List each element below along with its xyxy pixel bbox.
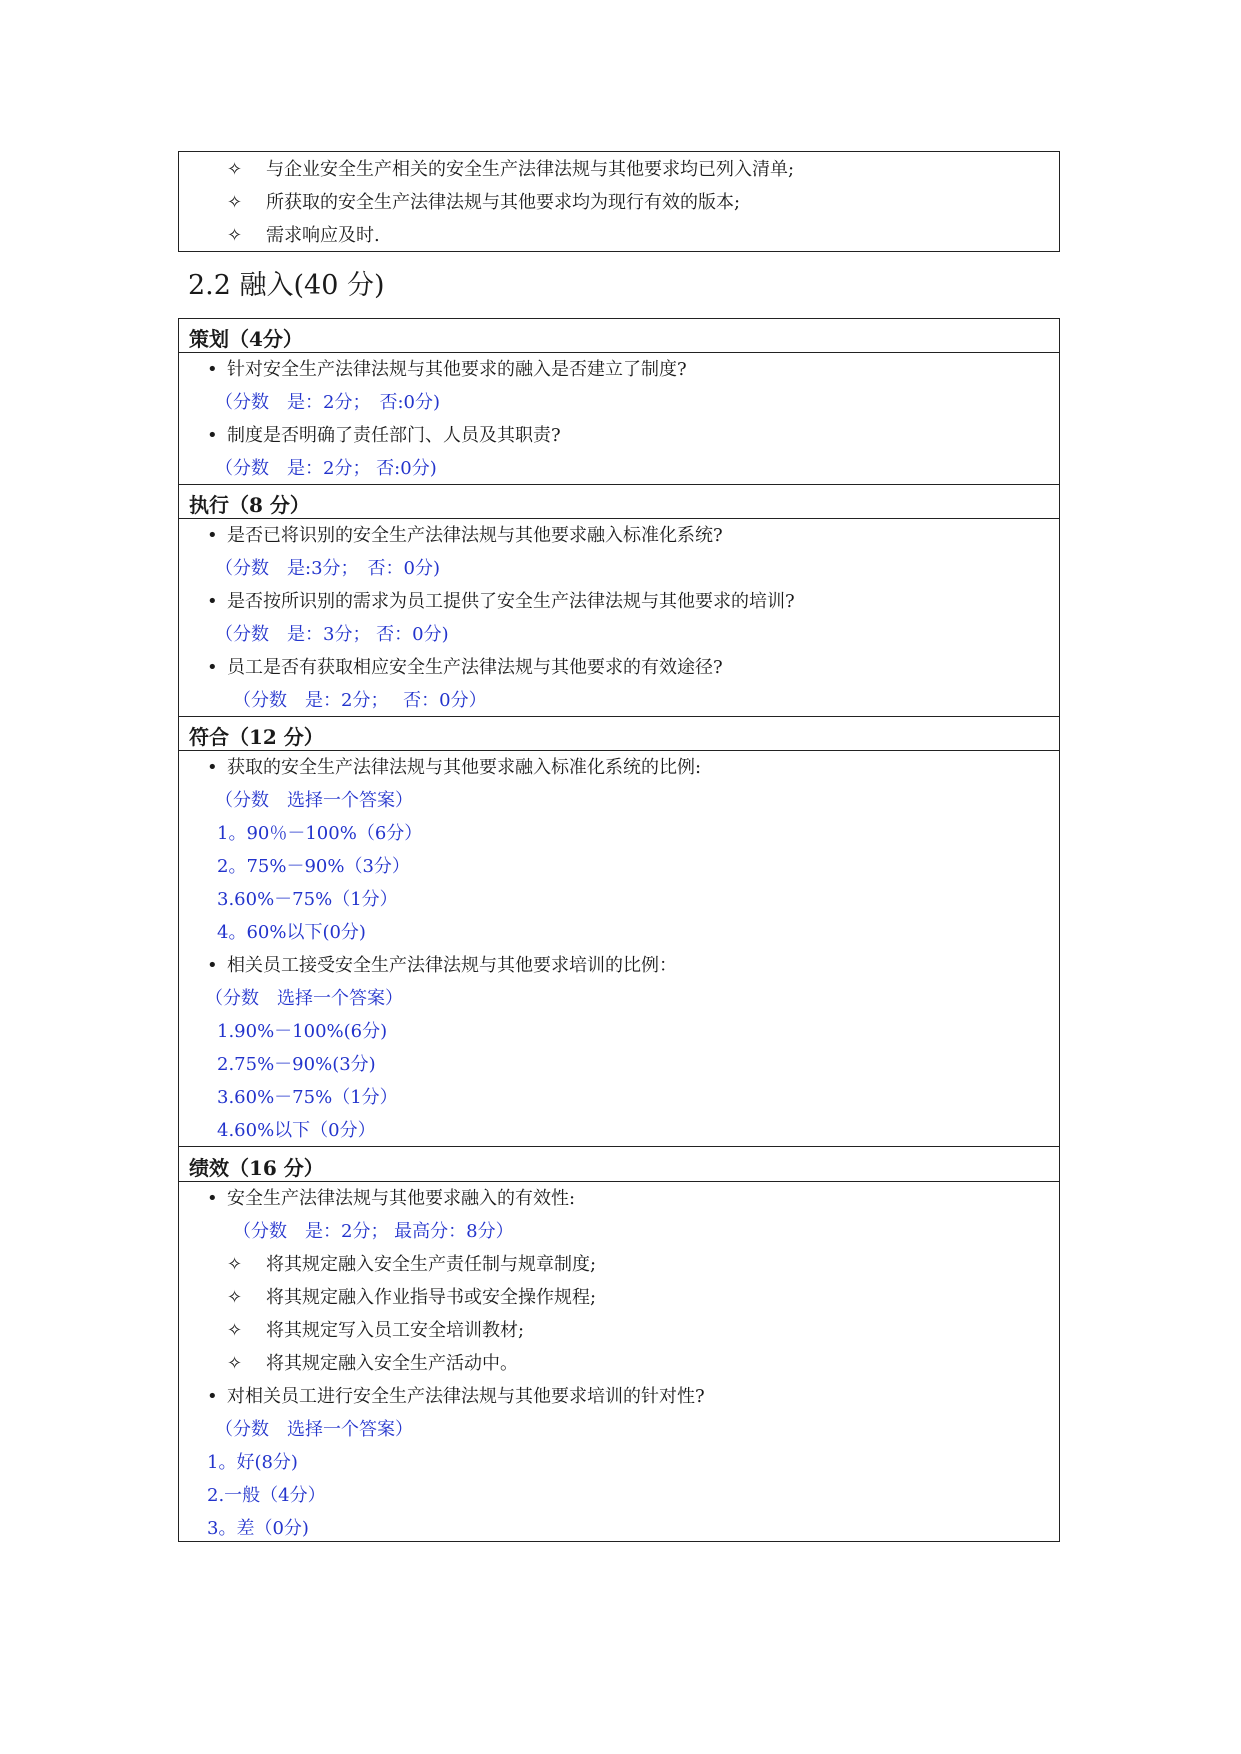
score-rule: （分数 选择一个答案）	[215, 790, 413, 811]
bullet-icon: •	[207, 757, 218, 778]
bullet-icon: •	[207, 591, 218, 612]
score-rule: （分数 是:3分； 否：0分)	[215, 558, 440, 579]
performance-header	[179, 1146, 1059, 1182]
checklist-item: 需求响应及时.	[266, 225, 380, 246]
bullet-icon: •	[207, 657, 218, 678]
bullet-icon: •	[207, 425, 218, 446]
score-rule: （分数 选择一个答案）	[215, 1419, 413, 1440]
score-rule: （分数 是：2分； 否:0分)	[215, 458, 437, 479]
answer-option: 1。90％－100%（6分）	[217, 823, 423, 844]
compliance-title: 符合（12 分）	[189, 725, 324, 749]
bullet-icon: •	[207, 1386, 218, 1407]
question: 安全生产法律法规与其他要求融入的有效性:	[227, 1188, 576, 1209]
score-rule: （分数 是：2分； 最高分：8分）	[233, 1221, 514, 1242]
diamond-bullet-icon: ✧	[227, 225, 243, 246]
bullet-icon: •	[207, 955, 218, 976]
question: 员工是否有获取相应安全生产法律法规与其他要求的有效途径?	[227, 657, 723, 678]
question: 获取的安全生产法律法规与其他要求融入标准化系统的比例:	[227, 757, 702, 778]
score-rule: （分数 选择一个答案）	[205, 988, 403, 1009]
answer-option: 2.75%－90%(3分)	[217, 1054, 376, 1075]
answer-option: 3.60%－75%（1分）	[217, 1087, 398, 1108]
diamond-bullet-icon: ✧	[227, 1353, 243, 1374]
answer-option: 2.一般（4分）	[207, 1485, 326, 1506]
criterion-item: 将其规定融入安全生产责任制与规章制度;	[266, 1254, 597, 1275]
section-heading: 2.2 融入(40 分)	[188, 270, 385, 301]
criterion-item: 将其规定融入安全生产活动中。	[266, 1353, 518, 1374]
execution-title: 执行（8 分）	[189, 493, 310, 517]
performance-title: 绩效（16 分）	[189, 1156, 324, 1180]
score-rule: （分数 是：2分； 否:0分)	[215, 392, 440, 413]
diamond-bullet-icon: ✧	[227, 159, 243, 180]
execution-header	[179, 484, 1059, 519]
bullet-icon: •	[207, 359, 218, 380]
diamond-bullet-icon: ✧	[227, 1254, 243, 1275]
checklist-item: 与企业安全生产相关的安全生产法律法规与其他要求均已列入清单;	[266, 159, 795, 180]
scoring-table	[178, 318, 1060, 1542]
criterion-item: 将其规定写入员工安全培训教材;	[266, 1320, 525, 1341]
answer-option: 2。75%－90%（3分）	[217, 856, 410, 877]
question: 针对安全生产法律法规与其他要求的融入是否建立了制度?	[227, 359, 687, 380]
planning-title: 策划（4分）	[189, 327, 303, 351]
diamond-bullet-icon: ✧	[227, 192, 243, 213]
question: 相关员工接受安全生产法律法规与其他要求培训的比例：	[227, 955, 677, 976]
answer-option: 1.90%－100%(6分)	[217, 1021, 388, 1042]
score-rule: （分数 是：3分； 否：0分)	[215, 624, 449, 645]
answer-option: 3。差（0分)	[207, 1518, 309, 1539]
answer-option: 3.60%－75%（1分）	[217, 889, 398, 910]
bullet-icon: •	[207, 525, 218, 546]
answer-option: 4.60%以下（0分）	[217, 1120, 376, 1141]
question: 是否按所识别的需求为员工提供了安全生产法律法规与其他要求的培训?	[227, 591, 795, 612]
requirements-checklist-box	[178, 151, 1060, 252]
compliance-header	[179, 716, 1059, 751]
score-rule: （分数 是：2分； 否：0分）	[233, 690, 487, 711]
planning-header	[179, 319, 1059, 353]
diamond-bullet-icon: ✧	[227, 1287, 243, 1308]
question: 是否已将识别的安全生产法律法规与其他要求融入标准化系统?	[227, 525, 723, 546]
checklist-item: 所获取的安全生产法律法规与其他要求均为现行有效的版本;	[266, 192, 741, 213]
bullet-icon: •	[207, 1188, 218, 1209]
answer-option: 4。60%以下(0分)	[217, 922, 366, 943]
question: 对相关员工进行安全生产法律法规与其他要求培训的针对性?	[227, 1386, 705, 1407]
question: 制度是否明确了责任部门、人员及其职责?	[227, 425, 561, 446]
diamond-bullet-icon: ✧	[227, 1320, 243, 1341]
criterion-item: 将其规定融入作业指导书或安全操作规程;	[266, 1287, 597, 1308]
answer-option: 1。好(8分)	[207, 1452, 298, 1473]
